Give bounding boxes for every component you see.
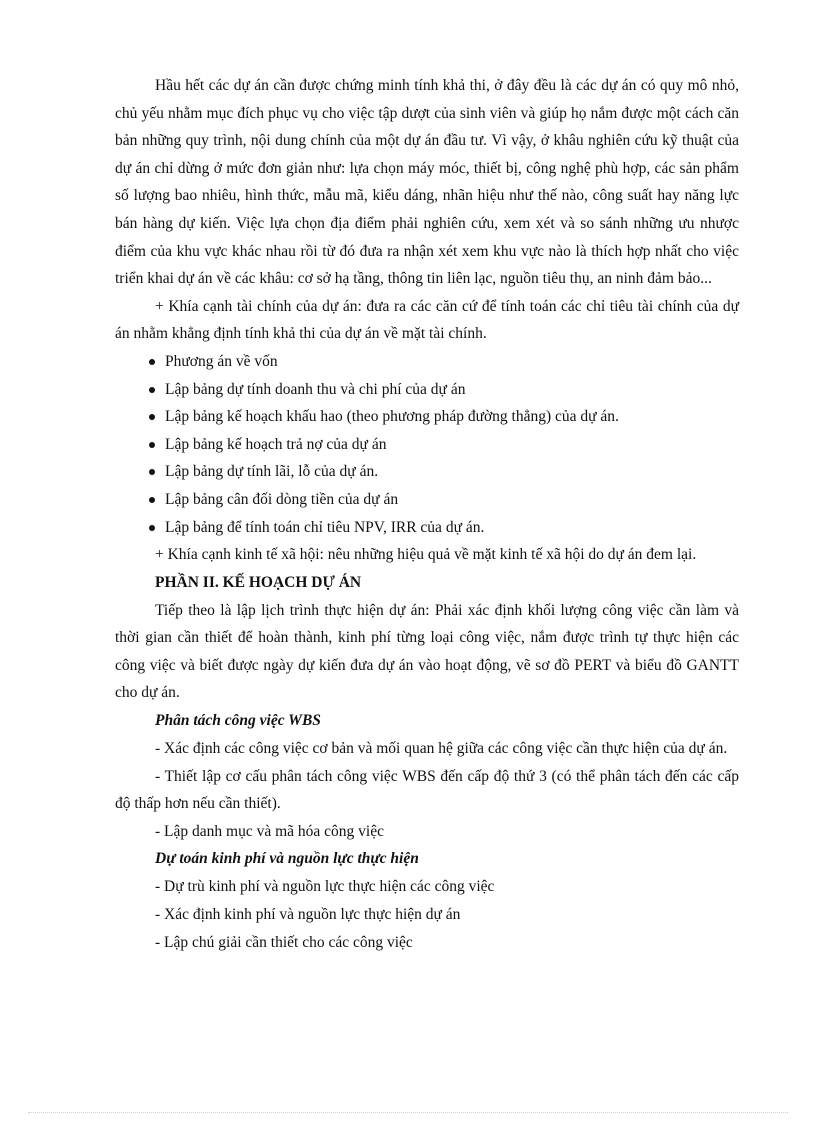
wbs-heading: Phân tách công việc WBS bbox=[155, 712, 321, 730]
list-item: Lập bảng kế hoạch khấu hao (theo phương pháp đường thẳng) của dự án. bbox=[147, 403, 739, 431]
wbs-item: - Thiết lập cơ cấu phân tách công việc WBS đến cấp độ thứ 3 (có thể phân tách đến các cấp độ thấp hơn nếu cần thiết). bbox=[115, 767, 739, 813]
socio-economic-paragraph: + Khía cạnh kinh tế xã hội: nêu những hiệu quả về mặt kinh tế xã hội do dự án đem lại. bbox=[155, 546, 697, 564]
wbs-item: - Lập danh mục và mã hóa công việc bbox=[155, 822, 384, 840]
list-item: Phương án về vốn bbox=[147, 348, 739, 376]
finance-paragraph: + Khía cạnh tài chính của dự án: đưa ra các căn cứ để tính toán các chỉ tiêu tài chính của dự án nhằm khẳng định tính khả thi của dự án về mặt tài chính. bbox=[115, 297, 739, 343]
list-item: Lập bảng kế hoạch trả nợ của dự án bbox=[147, 431, 739, 459]
budget-item: - Xác định kinh phí và nguồn lực thực hiện dự án bbox=[155, 906, 461, 924]
bullet-icon bbox=[149, 469, 155, 475]
budget-heading: Dự toán kinh phí và nguồn lực thực hiện bbox=[155, 850, 419, 868]
list-item: Lập bảng dự tính doanh thu và chi phí của dự án bbox=[147, 376, 739, 404]
budget-item: - Lập chú giải cần thiết cho các công việc bbox=[155, 933, 413, 951]
finance-bullet-list bbox=[115, 348, 739, 541]
bullet-icon bbox=[149, 442, 155, 448]
bullet-icon bbox=[149, 414, 155, 420]
list-item: Lập bảng dự tính lãi, lỗ của dự án. bbox=[147, 458, 739, 486]
bullet-icon bbox=[149, 359, 155, 365]
budget-item: - Dự trù kinh phí và nguồn lực thực hiện các công việc bbox=[155, 878, 495, 896]
page-bottom-divider bbox=[28, 1112, 788, 1113]
intro-paragraph: Hầu hết các dự án cần được chứng minh tính khả thi, ở đây đều là các dự án có quy mô nhỏ, chủ yếu nhằm mục đích phục vụ cho việc tập dượt của sinh viên và giúp họ nắm được một cách căn bản những quy trình, nội dung chính của một dự án đầu tư. Vì vậy, ở khâu nghiên cứu kỹ thuật của dự án chỉ dừng ở mức đơn giản như: lựa chọn máy móc, thiết bị, công nghệ phù hợp, các sản phẩm số lượng bao nhiêu, hình thức, mẫu mã, kiểu dáng, nhãn hiệu như thế nào, công suất hay năng lực bán hàng dự kiến. Việc lựa chọn địa điểm phải nghiên cứu, xem xét và so sánh những ưu nhược điểm của khu vực khác nhau rồi từ đó đưa ra nhận xét xem khu vực nào là thích hợp nhất cho việc triển khai dự án về các khâu: cơ sở hạ tầng, thông tin liên lạc, nguồn tiêu thụ, an ninh đảm bảo... bbox=[115, 77, 739, 288]
document-page bbox=[115, 72, 739, 956]
list-item: Lập bảng để tính toán chỉ tiêu NPV, IRR của dự án. bbox=[147, 514, 739, 542]
part2-heading: PHẦN II. KẾ HOẠCH DỰ ÁN bbox=[155, 573, 362, 591]
bullet-icon bbox=[149, 497, 155, 503]
bullet-icon bbox=[149, 525, 155, 531]
bullet-icon bbox=[149, 387, 155, 393]
wbs-item: - Xác định các công việc cơ bản và mối quan hệ giữa các công việc cần thực hiện của dự án. bbox=[155, 740, 728, 758]
list-item: Lập bảng cân đối dòng tiền của dự án bbox=[147, 486, 739, 514]
part2-paragraph: Tiếp theo là lập lịch trình thực hiện dự án: Phải xác định khối lượng công việc cần làm và thời gian cần thiết để hoàn thành, kinh phí từng loại công việc, nắm được trình tự thực hiện các công việc và biết được ngày dự kiến đưa dự án vào hoạt động, vẽ sơ đồ PERT và biểu đồ GANTT cho dự án. bbox=[115, 601, 739, 702]
